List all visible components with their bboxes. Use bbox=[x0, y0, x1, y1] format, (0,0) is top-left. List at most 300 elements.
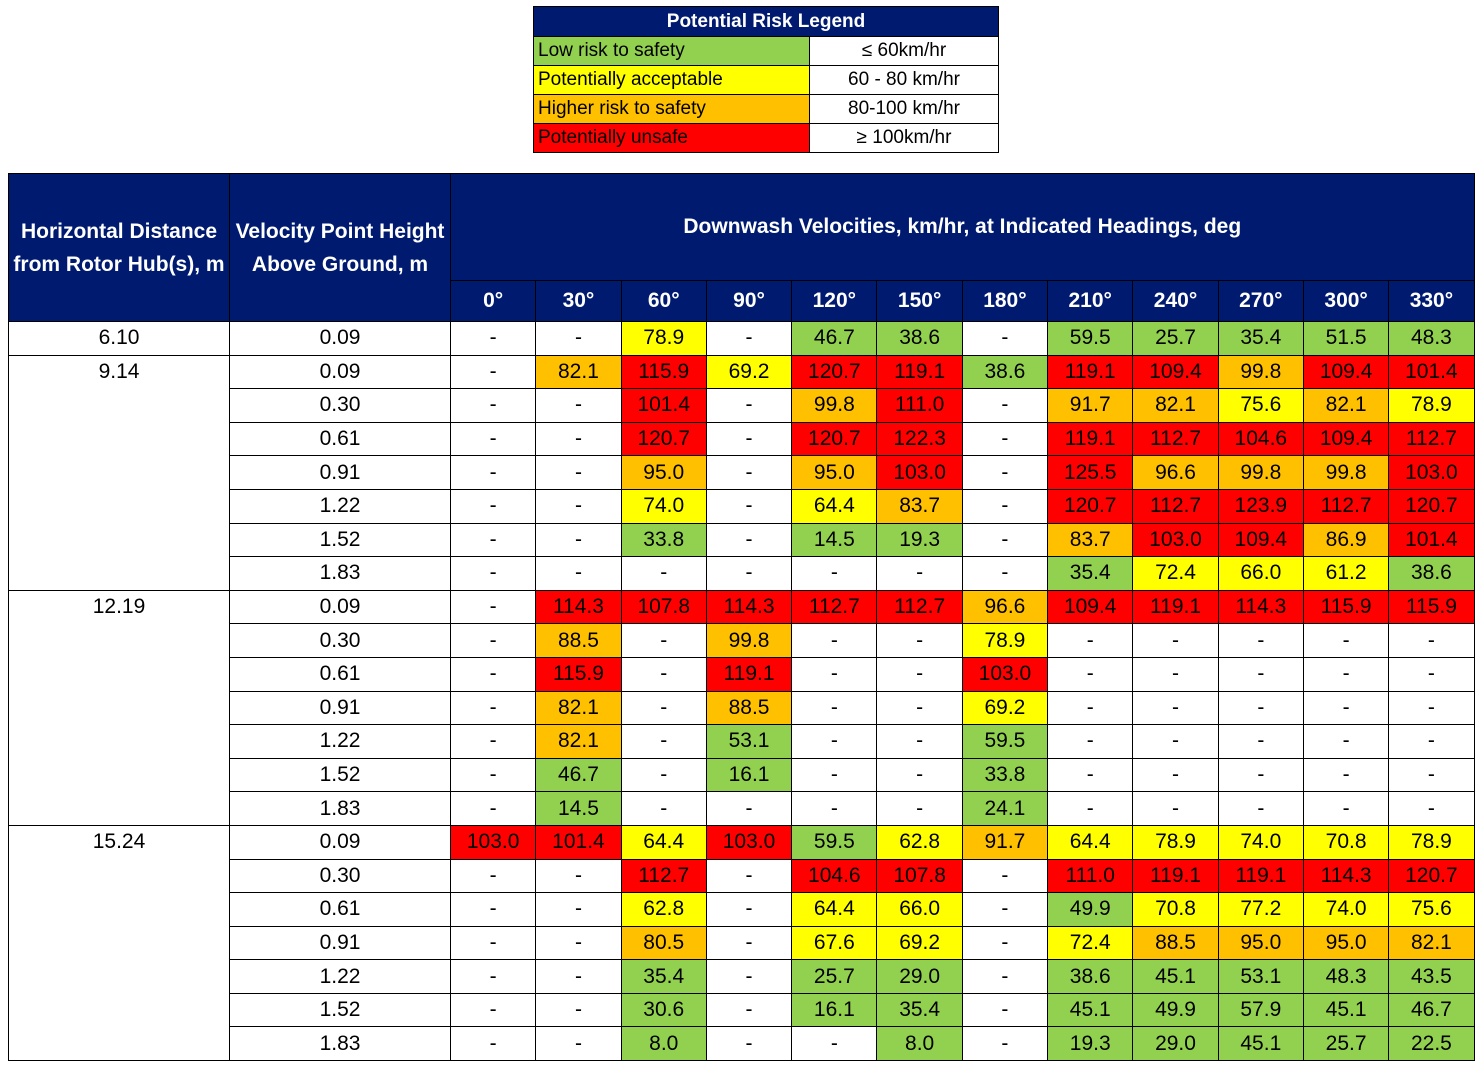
velocity-cell: 38.6 bbox=[877, 322, 962, 356]
velocity-cell: 95.0 bbox=[1218, 926, 1303, 960]
height-cell: 0.61 bbox=[230, 657, 451, 691]
velocity-cell: 25.7 bbox=[1133, 322, 1218, 356]
velocity-cell: - bbox=[706, 792, 791, 826]
heading-cell: 240° bbox=[1133, 281, 1218, 322]
velocity-cell: - bbox=[1218, 691, 1303, 725]
velocity-cell: - bbox=[1133, 758, 1218, 792]
velocity-cell: 74.0 bbox=[1218, 825, 1303, 859]
velocity-cell: - bbox=[1389, 725, 1474, 759]
velocity-cell: - bbox=[1218, 792, 1303, 826]
table-row bbox=[9, 792, 1475, 826]
velocity-cell: 24.1 bbox=[962, 792, 1047, 826]
velocity-cell: - bbox=[1303, 758, 1388, 792]
legend-label: Low risk to safety bbox=[534, 37, 810, 66]
velocity-cell: - bbox=[451, 422, 536, 456]
velocity-cell: 119.1 bbox=[1133, 859, 1218, 893]
heading-cell: 120° bbox=[792, 281, 877, 322]
velocity-cell: - bbox=[1133, 725, 1218, 759]
velocity-cell: 83.7 bbox=[877, 489, 962, 523]
velocity-cell: 82.1 bbox=[1389, 926, 1474, 960]
velocity-cell: 83.7 bbox=[1048, 523, 1133, 557]
table-row bbox=[9, 523, 1475, 557]
height-cell: 1.83 bbox=[230, 1027, 451, 1061]
velocity-cell: 114.3 bbox=[536, 590, 621, 624]
velocity-cell: 59.5 bbox=[792, 825, 877, 859]
velocity-cell: 103.0 bbox=[451, 825, 536, 859]
velocity-cell: - bbox=[706, 322, 791, 356]
velocity-cell: 111.0 bbox=[877, 389, 962, 423]
velocity-cell: 104.6 bbox=[1218, 422, 1303, 456]
velocity-cell: 115.9 bbox=[1389, 590, 1474, 624]
velocity-cell: - bbox=[451, 657, 536, 691]
table-row bbox=[9, 691, 1475, 725]
velocity-cell: 77.2 bbox=[1218, 893, 1303, 927]
velocity-cell: 111.0 bbox=[1048, 859, 1133, 893]
risk-legend bbox=[533, 6, 999, 153]
velocity-cell: 35.4 bbox=[1218, 322, 1303, 356]
velocity-cell: 119.1 bbox=[1218, 859, 1303, 893]
velocity-cell: 29.0 bbox=[877, 960, 962, 994]
velocity-cell: 75.6 bbox=[1218, 389, 1303, 423]
velocity-cell: 109.4 bbox=[1048, 590, 1133, 624]
velocity-cell: 46.7 bbox=[1389, 993, 1474, 1027]
velocity-cell: - bbox=[451, 792, 536, 826]
heading-cell: 210° bbox=[1048, 281, 1133, 322]
velocity-cell: 16.1 bbox=[706, 758, 791, 792]
height-cell: 0.30 bbox=[230, 389, 451, 423]
velocity-cell: 46.7 bbox=[792, 322, 877, 356]
table-row bbox=[9, 590, 1475, 624]
velocity-cell: 45.1 bbox=[1133, 960, 1218, 994]
distance-cell bbox=[9, 893, 230, 927]
legend-range: ≥ 100km/hr bbox=[810, 124, 999, 153]
velocity-cell: - bbox=[621, 792, 706, 826]
velocity-cell: - bbox=[536, 960, 621, 994]
velocity-cell: - bbox=[536, 1027, 621, 1061]
distance-cell: 9.14 bbox=[9, 355, 230, 389]
height-cell: 0.09 bbox=[230, 355, 451, 389]
velocity-cell: - bbox=[1303, 725, 1388, 759]
heading-cell: 330° bbox=[1389, 281, 1474, 322]
distance-cell bbox=[9, 691, 230, 725]
table-row bbox=[9, 422, 1475, 456]
distance-cell bbox=[9, 859, 230, 893]
velocity-cell: 22.5 bbox=[1389, 1027, 1474, 1061]
velocity-cell: - bbox=[536, 322, 621, 356]
distance-cell bbox=[9, 456, 230, 490]
velocity-cell: - bbox=[877, 557, 962, 591]
table-row bbox=[9, 355, 1475, 389]
velocity-cell: 91.7 bbox=[962, 825, 1047, 859]
velocity-cell: 78.9 bbox=[962, 624, 1047, 658]
velocity-cell: - bbox=[962, 322, 1047, 356]
table-row bbox=[9, 1027, 1475, 1061]
velocity-cell: 120.7 bbox=[1389, 859, 1474, 893]
legend-label: Higher risk to safety bbox=[534, 95, 810, 124]
downwash-velocity-table bbox=[8, 173, 1475, 1061]
velocity-cell: - bbox=[1133, 624, 1218, 658]
velocity-cell: - bbox=[706, 1027, 791, 1061]
velocity-cell: 119.1 bbox=[706, 657, 791, 691]
velocity-cell: 82.1 bbox=[536, 355, 621, 389]
velocity-cell: - bbox=[536, 389, 621, 423]
velocity-cell: - bbox=[536, 859, 621, 893]
velocity-cell: 67.6 bbox=[792, 926, 877, 960]
table-row bbox=[9, 926, 1475, 960]
velocity-cell: - bbox=[451, 624, 536, 658]
velocity-cell: - bbox=[621, 624, 706, 658]
velocity-cell: - bbox=[451, 758, 536, 792]
velocity-cell: - bbox=[877, 691, 962, 725]
velocity-cell: - bbox=[451, 691, 536, 725]
velocity-cell: 115.9 bbox=[536, 657, 621, 691]
velocity-cell: - bbox=[1048, 657, 1133, 691]
velocity-cell: - bbox=[536, 557, 621, 591]
velocity-cell: 66.0 bbox=[1218, 557, 1303, 591]
velocity-cell: 86.9 bbox=[1303, 523, 1388, 557]
velocity-cell: 96.6 bbox=[1133, 456, 1218, 490]
velocity-cell: 49.9 bbox=[1048, 893, 1133, 927]
velocity-cell: 78.9 bbox=[1389, 389, 1474, 423]
velocity-cell: 43.5 bbox=[1389, 960, 1474, 994]
velocity-cell: - bbox=[792, 725, 877, 759]
height-cell: 0.61 bbox=[230, 893, 451, 927]
velocity-cell: 82.1 bbox=[1303, 389, 1388, 423]
height-cell: 0.09 bbox=[230, 590, 451, 624]
heading-cell: 300° bbox=[1303, 281, 1388, 322]
velocity-cell: - bbox=[792, 624, 877, 658]
velocity-cell: 59.5 bbox=[1048, 322, 1133, 356]
velocity-cell: 14.5 bbox=[536, 792, 621, 826]
legend-range: 60 - 80 km/hr bbox=[810, 66, 999, 95]
distance-cell: 15.24 bbox=[9, 825, 230, 859]
table-row bbox=[9, 557, 1475, 591]
velocity-cell: - bbox=[451, 489, 536, 523]
height-cell: 0.30 bbox=[230, 859, 451, 893]
velocity-cell: - bbox=[962, 557, 1047, 591]
table-row bbox=[9, 893, 1475, 927]
velocity-cell: - bbox=[1218, 657, 1303, 691]
heading-cell: 30° bbox=[536, 281, 621, 322]
height-cell: 0.09 bbox=[230, 825, 451, 859]
velocity-cell: - bbox=[962, 993, 1047, 1027]
velocity-cell: 62.8 bbox=[621, 893, 706, 927]
velocity-cell: 59.5 bbox=[962, 725, 1047, 759]
velocity-cell: 112.7 bbox=[792, 590, 877, 624]
velocity-cell: - bbox=[451, 859, 536, 893]
velocity-cell: 14.5 bbox=[792, 523, 877, 557]
distance-cell bbox=[9, 1027, 230, 1061]
velocity-cell: - bbox=[1048, 691, 1133, 725]
velocity-cell: - bbox=[792, 792, 877, 826]
table-row bbox=[9, 657, 1475, 691]
velocity-cell: 122.3 bbox=[877, 422, 962, 456]
velocity-cell: 120.7 bbox=[792, 355, 877, 389]
velocity-cell: - bbox=[1218, 758, 1303, 792]
velocity-cell: - bbox=[536, 523, 621, 557]
legend-label: Potentially unsafe bbox=[534, 124, 810, 153]
velocity-cell: 8.0 bbox=[621, 1027, 706, 1061]
velocity-cell: 107.8 bbox=[877, 859, 962, 893]
velocity-cell: - bbox=[1048, 725, 1133, 759]
legend-label: Potentially acceptable bbox=[534, 66, 810, 95]
velocity-cell: 103.0 bbox=[1133, 523, 1218, 557]
velocity-cell: 8.0 bbox=[877, 1027, 962, 1061]
velocity-cell: 45.1 bbox=[1303, 993, 1388, 1027]
velocity-cell: - bbox=[877, 624, 962, 658]
velocity-cell: 69.2 bbox=[877, 926, 962, 960]
velocity-cell: 109.4 bbox=[1133, 355, 1218, 389]
velocity-cell: 66.0 bbox=[877, 893, 962, 927]
velocity-cell: 53.1 bbox=[706, 725, 791, 759]
velocity-cell: - bbox=[536, 926, 621, 960]
velocity-cell: 95.0 bbox=[1303, 926, 1388, 960]
velocity-cell: - bbox=[962, 489, 1047, 523]
velocity-cell: 74.0 bbox=[621, 489, 706, 523]
height-cell: 0.91 bbox=[230, 691, 451, 725]
velocity-cell: 125.5 bbox=[1048, 456, 1133, 490]
velocity-cell: - bbox=[1048, 624, 1133, 658]
distance-cell bbox=[9, 489, 230, 523]
velocity-cell: 35.4 bbox=[877, 993, 962, 1027]
velocity-cell: - bbox=[1303, 624, 1388, 658]
velocity-cell: - bbox=[792, 557, 877, 591]
velocity-cell: 33.8 bbox=[621, 523, 706, 557]
velocity-cell: - bbox=[1303, 792, 1388, 826]
velocity-cell: 61.2 bbox=[1303, 557, 1388, 591]
velocity-cell: 112.7 bbox=[1133, 489, 1218, 523]
velocity-cell: 103.0 bbox=[1389, 456, 1474, 490]
velocity-cell: - bbox=[706, 422, 791, 456]
velocity-cell: - bbox=[706, 489, 791, 523]
velocity-cell: - bbox=[451, 456, 536, 490]
velocity-cell: - bbox=[962, 422, 1047, 456]
velocity-cell: 30.6 bbox=[621, 993, 706, 1027]
table-row bbox=[9, 725, 1475, 759]
velocity-cell: 95.0 bbox=[792, 456, 877, 490]
heading-cell: 150° bbox=[877, 281, 962, 322]
velocity-cell: - bbox=[451, 993, 536, 1027]
heading-cell: 60° bbox=[621, 281, 706, 322]
velocity-cell: 19.3 bbox=[877, 523, 962, 557]
velocity-cell: 38.6 bbox=[962, 355, 1047, 389]
velocity-cell: 82.1 bbox=[536, 691, 621, 725]
velocity-cell: 96.6 bbox=[962, 590, 1047, 624]
velocity-cell: - bbox=[451, 960, 536, 994]
velocity-cell: 70.8 bbox=[1303, 825, 1388, 859]
velocity-cell: - bbox=[536, 456, 621, 490]
table-row bbox=[9, 825, 1475, 859]
velocity-cell: 38.6 bbox=[1389, 557, 1474, 591]
legend-range: ≤ 60km/hr bbox=[810, 37, 999, 66]
velocity-cell: - bbox=[877, 725, 962, 759]
velocity-cell: 51.5 bbox=[1303, 322, 1388, 356]
distance-cell bbox=[9, 792, 230, 826]
table-row bbox=[9, 993, 1475, 1027]
velocity-cell: 95.0 bbox=[621, 456, 706, 490]
height-cell: 1.52 bbox=[230, 758, 451, 792]
velocity-cell: 70.8 bbox=[1133, 893, 1218, 927]
velocity-cell: 99.8 bbox=[1218, 355, 1303, 389]
velocity-cell: 101.4 bbox=[536, 825, 621, 859]
velocity-cell: 101.4 bbox=[621, 389, 706, 423]
velocity-cell: - bbox=[962, 456, 1047, 490]
velocity-cell: - bbox=[536, 993, 621, 1027]
velocity-cell: - bbox=[536, 893, 621, 927]
velocity-cell: - bbox=[962, 960, 1047, 994]
velocity-cell: 29.0 bbox=[1133, 1027, 1218, 1061]
velocity-cell: 46.7 bbox=[536, 758, 621, 792]
velocity-cell: 88.5 bbox=[1133, 926, 1218, 960]
velocity-cell: 74.0 bbox=[1303, 893, 1388, 927]
velocity-cell: - bbox=[792, 691, 877, 725]
velocity-cell: - bbox=[1133, 792, 1218, 826]
velocity-cell: - bbox=[1133, 691, 1218, 725]
velocity-cell: 101.4 bbox=[1389, 355, 1474, 389]
velocity-cell: - bbox=[962, 389, 1047, 423]
velocity-cell: - bbox=[451, 725, 536, 759]
velocity-cell: - bbox=[706, 389, 791, 423]
velocity-cell: 112.7 bbox=[1133, 422, 1218, 456]
velocity-cell: 78.9 bbox=[1389, 825, 1474, 859]
distance-cell bbox=[9, 758, 230, 792]
velocity-cell: - bbox=[706, 456, 791, 490]
velocity-cell: - bbox=[706, 993, 791, 1027]
table-row bbox=[9, 489, 1475, 523]
velocity-cell: 109.4 bbox=[1303, 355, 1388, 389]
velocity-cell: 107.8 bbox=[621, 590, 706, 624]
velocity-cell: 25.7 bbox=[792, 960, 877, 994]
heading-cell: 180° bbox=[962, 281, 1047, 322]
velocity-cell: 48.3 bbox=[1389, 322, 1474, 356]
velocity-cell: 112.7 bbox=[621, 859, 706, 893]
velocity-cell: 49.9 bbox=[1133, 993, 1218, 1027]
velocity-cell: 109.4 bbox=[1218, 523, 1303, 557]
velocity-cell: 99.8 bbox=[706, 624, 791, 658]
velocity-cell: - bbox=[621, 557, 706, 591]
velocity-cell: - bbox=[962, 1027, 1047, 1061]
legend-title: Potential Risk Legend bbox=[534, 7, 999, 37]
distance-cell bbox=[9, 960, 230, 994]
table-row bbox=[9, 389, 1475, 423]
table-row bbox=[9, 960, 1475, 994]
velocity-cell: 45.1 bbox=[1048, 993, 1133, 1027]
velocity-cell: - bbox=[1303, 691, 1388, 725]
table-row bbox=[9, 859, 1475, 893]
height-cell: 0.09 bbox=[230, 322, 451, 356]
velocity-cell: 114.3 bbox=[706, 590, 791, 624]
velocity-cell: 80.5 bbox=[621, 926, 706, 960]
velocity-cell: 120.7 bbox=[792, 422, 877, 456]
velocity-cell: - bbox=[962, 523, 1047, 557]
velocity-cell: 109.4 bbox=[1303, 422, 1388, 456]
velocity-cell: - bbox=[451, 893, 536, 927]
height-cell: 0.30 bbox=[230, 624, 451, 658]
velocity-cell: 119.1 bbox=[1133, 590, 1218, 624]
table-row bbox=[9, 758, 1475, 792]
velocity-cell: - bbox=[451, 926, 536, 960]
velocity-cell: - bbox=[451, 523, 536, 557]
velocity-cell: 114.3 bbox=[1218, 590, 1303, 624]
velocity-cell: 103.0 bbox=[877, 456, 962, 490]
velocity-cell: 115.9 bbox=[621, 355, 706, 389]
distance-cell bbox=[9, 624, 230, 658]
header-velocities: Downwash Velocities, km/hr, at Indicated Headings, deg bbox=[451, 174, 1475, 281]
velocity-cell: 112.7 bbox=[877, 590, 962, 624]
velocity-cell: 91.7 bbox=[1048, 389, 1133, 423]
velocity-cell: 62.8 bbox=[877, 825, 962, 859]
velocity-cell: - bbox=[962, 859, 1047, 893]
legend-row bbox=[534, 37, 999, 66]
velocity-cell: 35.4 bbox=[1048, 557, 1133, 591]
velocity-cell: - bbox=[1133, 657, 1218, 691]
velocity-cell: - bbox=[1389, 624, 1474, 658]
distance-cell bbox=[9, 725, 230, 759]
distance-cell bbox=[9, 926, 230, 960]
velocity-cell: - bbox=[962, 926, 1047, 960]
velocity-cell: 64.4 bbox=[792, 489, 877, 523]
velocity-cell: 75.6 bbox=[1389, 893, 1474, 927]
velocity-cell: - bbox=[1303, 657, 1388, 691]
velocity-cell: - bbox=[621, 758, 706, 792]
velocity-cell: 120.7 bbox=[1048, 489, 1133, 523]
table-row bbox=[9, 624, 1475, 658]
distance-cell bbox=[9, 557, 230, 591]
legend-row bbox=[534, 66, 999, 95]
velocity-cell: 123.9 bbox=[1218, 489, 1303, 523]
velocity-cell: 99.8 bbox=[792, 389, 877, 423]
velocity-cell: - bbox=[1389, 657, 1474, 691]
velocity-cell: - bbox=[451, 389, 536, 423]
velocity-cell: 48.3 bbox=[1303, 960, 1388, 994]
heading-cell: 270° bbox=[1218, 281, 1303, 322]
velocity-cell: 114.3 bbox=[1303, 859, 1388, 893]
table-row bbox=[9, 456, 1475, 490]
velocity-cell: - bbox=[621, 691, 706, 725]
legend-range: 80-100 km/hr bbox=[810, 95, 999, 124]
velocity-cell: - bbox=[792, 758, 877, 792]
velocity-cell: - bbox=[1048, 758, 1133, 792]
height-cell: 1.22 bbox=[230, 960, 451, 994]
velocity-cell: 72.4 bbox=[1133, 557, 1218, 591]
velocity-cell: 64.4 bbox=[792, 893, 877, 927]
velocity-cell: 72.4 bbox=[1048, 926, 1133, 960]
heading-cell: 90° bbox=[706, 281, 791, 322]
velocity-cell: 119.1 bbox=[1048, 355, 1133, 389]
velocity-cell: 103.0 bbox=[706, 825, 791, 859]
velocity-cell: - bbox=[877, 657, 962, 691]
header-height: Velocity Point Height Above Ground, m bbox=[230, 174, 451, 322]
velocity-cell: - bbox=[536, 422, 621, 456]
height-cell: 1.52 bbox=[230, 993, 451, 1027]
velocity-cell: 78.9 bbox=[1133, 825, 1218, 859]
velocity-cell: - bbox=[1389, 691, 1474, 725]
height-cell: 0.91 bbox=[230, 456, 451, 490]
velocity-cell: 78.9 bbox=[621, 322, 706, 356]
velocity-cell: 112.7 bbox=[1303, 489, 1388, 523]
velocity-cell: - bbox=[1389, 758, 1474, 792]
velocity-cell: - bbox=[451, 322, 536, 356]
velocity-cell: - bbox=[877, 758, 962, 792]
velocity-cell: 120.7 bbox=[1389, 489, 1474, 523]
height-cell: 0.61 bbox=[230, 422, 451, 456]
velocity-cell: 25.7 bbox=[1303, 1027, 1388, 1061]
heading-cell: 0° bbox=[451, 281, 536, 322]
velocity-cell: 35.4 bbox=[621, 960, 706, 994]
velocity-cell: - bbox=[1218, 624, 1303, 658]
velocity-cell: 38.6 bbox=[1048, 960, 1133, 994]
distance-cell bbox=[9, 389, 230, 423]
